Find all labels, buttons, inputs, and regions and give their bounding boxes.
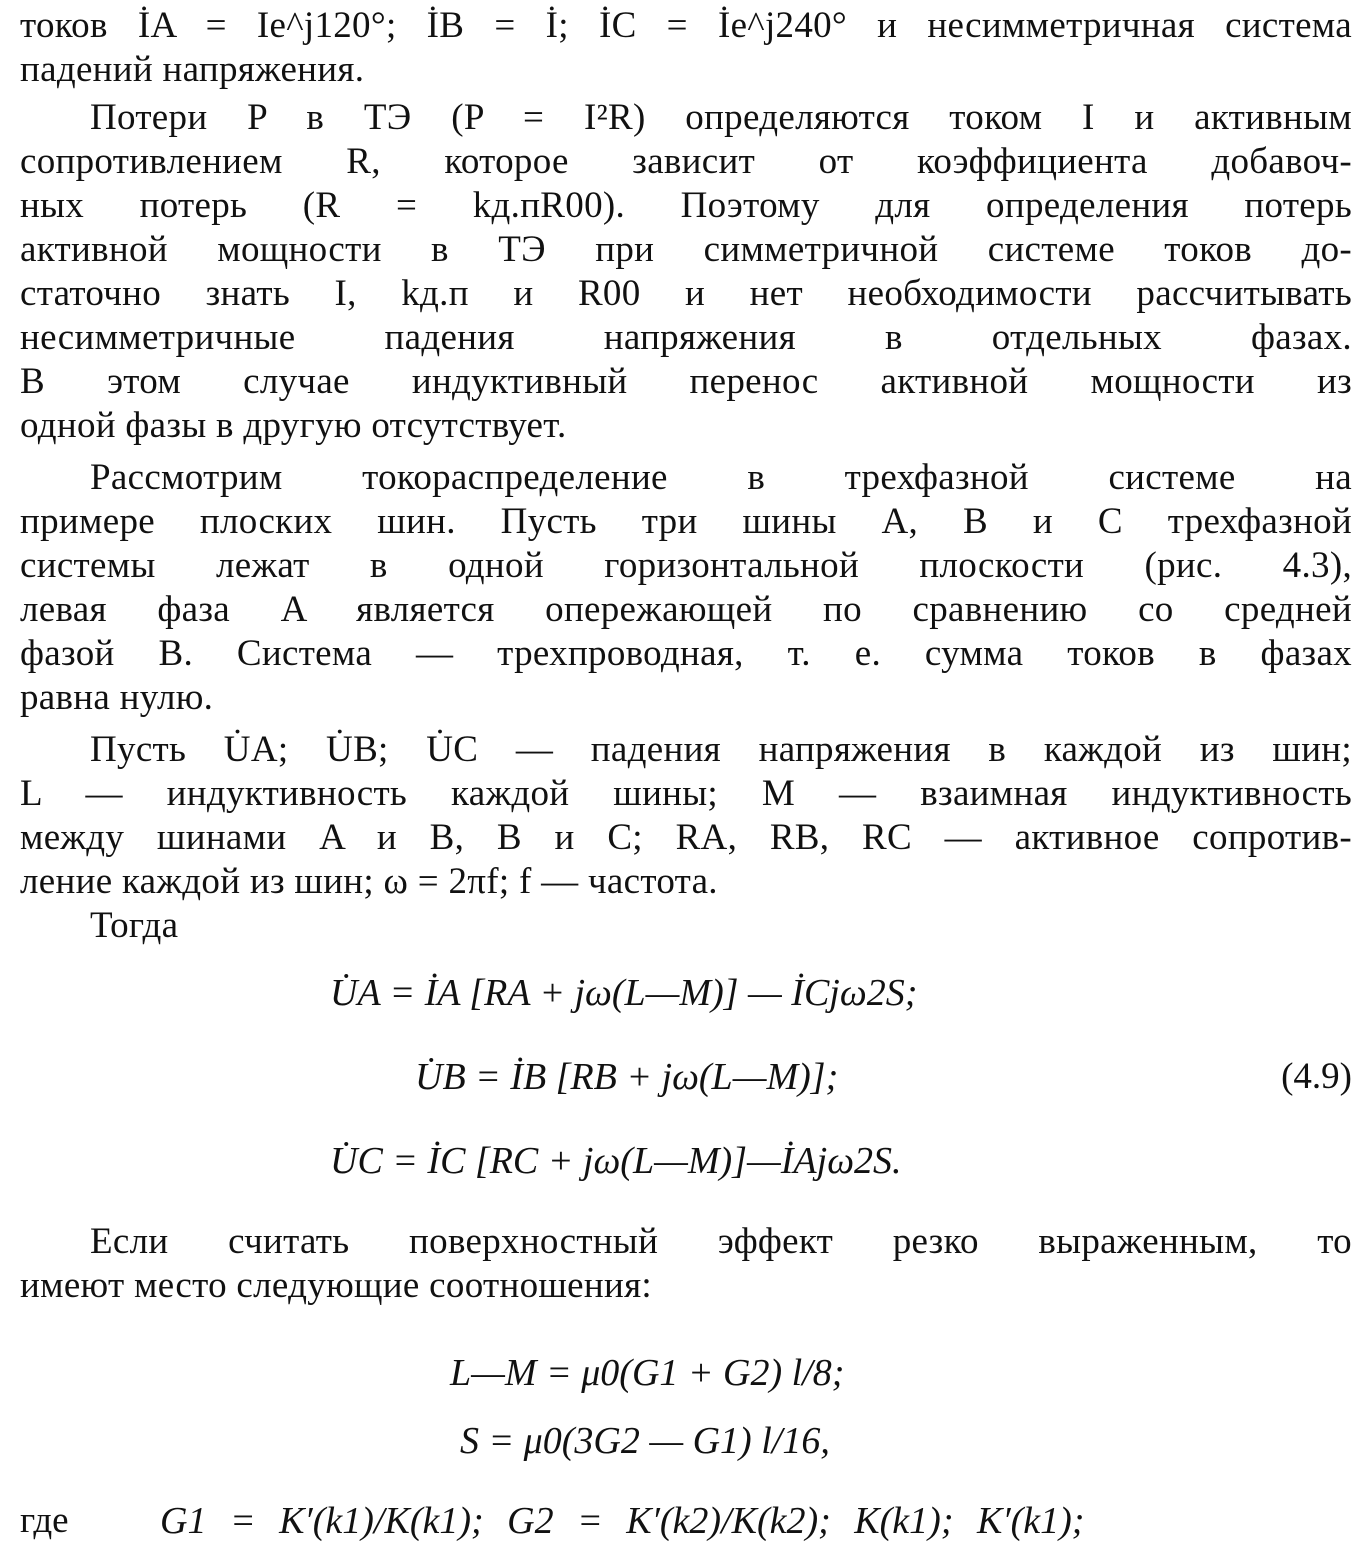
text-line: Тогда — [90, 905, 179, 946]
text-line: фазой B. Система — трехпроводная, т. е. сумма токов в фазах — [20, 633, 1352, 674]
text-line: Рассмотрим токораспределение в трехфазной системе на — [90, 457, 1352, 498]
text-line: равна нулю. — [20, 677, 214, 718]
text-line: сопротивлением R, которое зависит от коэффициента добавоч- — [20, 141, 1352, 182]
text-line: Потери P в ТЭ (P = I²R) определяются током I и активным — [90, 97, 1352, 138]
text-line: активной мощности в ТЭ при симметричной системе токов до- — [20, 229, 1352, 270]
where-formula: G1 = K′(k1)/K(k1); G2 = K′(k2)/K(k2); K(k1); K′(k1); — [160, 1500, 1085, 1542]
text-line: примере плоских шин. Пусть три шины A, B и C трехфазной — [20, 501, 1352, 542]
text-line: ление каждой из шин; ω = 2πf; f — частота. — [20, 861, 718, 902]
equation: U̇C = İC [RC + jω(L—M)]—İAjω2S. — [330, 1140, 902, 1182]
text-line: между шинами A и B, B и C; RA, RB, RC — активное сопротив- — [20, 817, 1352, 858]
text-line: ных потерь (R = kд.пR00). Поэтому для определения потерь — [20, 185, 1352, 226]
text-line: L — индуктивность каждой шины; M — взаимная индуктивность — [20, 773, 1352, 814]
text-line: системы лежат в одной горизонтальной плоскости (рис. 4.3), — [20, 545, 1352, 586]
text-line: В этом случае индуктивный перенос активной мощности из — [20, 361, 1352, 402]
equation: U̇A = İA [RA + jω(L—M)] — İCjω2S; — [330, 972, 918, 1014]
text-line: несимметричные падения напряжения в отдельных фазах. — [20, 317, 1352, 358]
text-line: падений напряжения. — [20, 49, 365, 90]
text-line: левая фаза A является опережающей по сравнению со средней — [20, 589, 1352, 630]
equation: U̇B = İB [RB + jω(L—M)]; — [415, 1056, 839, 1098]
equation: S = μ0(3G2 — G1) l/16, — [460, 1420, 830, 1462]
where-label: где — [20, 1500, 69, 1541]
text-line: Если считать поверхностный эффект резко выраженным, то — [90, 1221, 1352, 1262]
text-line: статочно знать I, kд.п и R00 и нет необходимости рассчитывать — [20, 273, 1352, 314]
text-line: одной фазы в другую отсутствует. — [20, 405, 567, 446]
equation-number: (4.9) — [1281, 1056, 1352, 1097]
text-line: имеют место следующие соотношения: — [20, 1265, 652, 1306]
text-line: Пусть U̇A; U̇B; U̇C — падения напряжения в каждой из шин; — [90, 729, 1352, 770]
text-line: токов İA = Ie^j120°; İB = İ; İC = İe^j240° и несимметричная система — [20, 5, 1352, 46]
equation: L—M = μ0(G1 + G2) l/8; — [450, 1352, 845, 1394]
